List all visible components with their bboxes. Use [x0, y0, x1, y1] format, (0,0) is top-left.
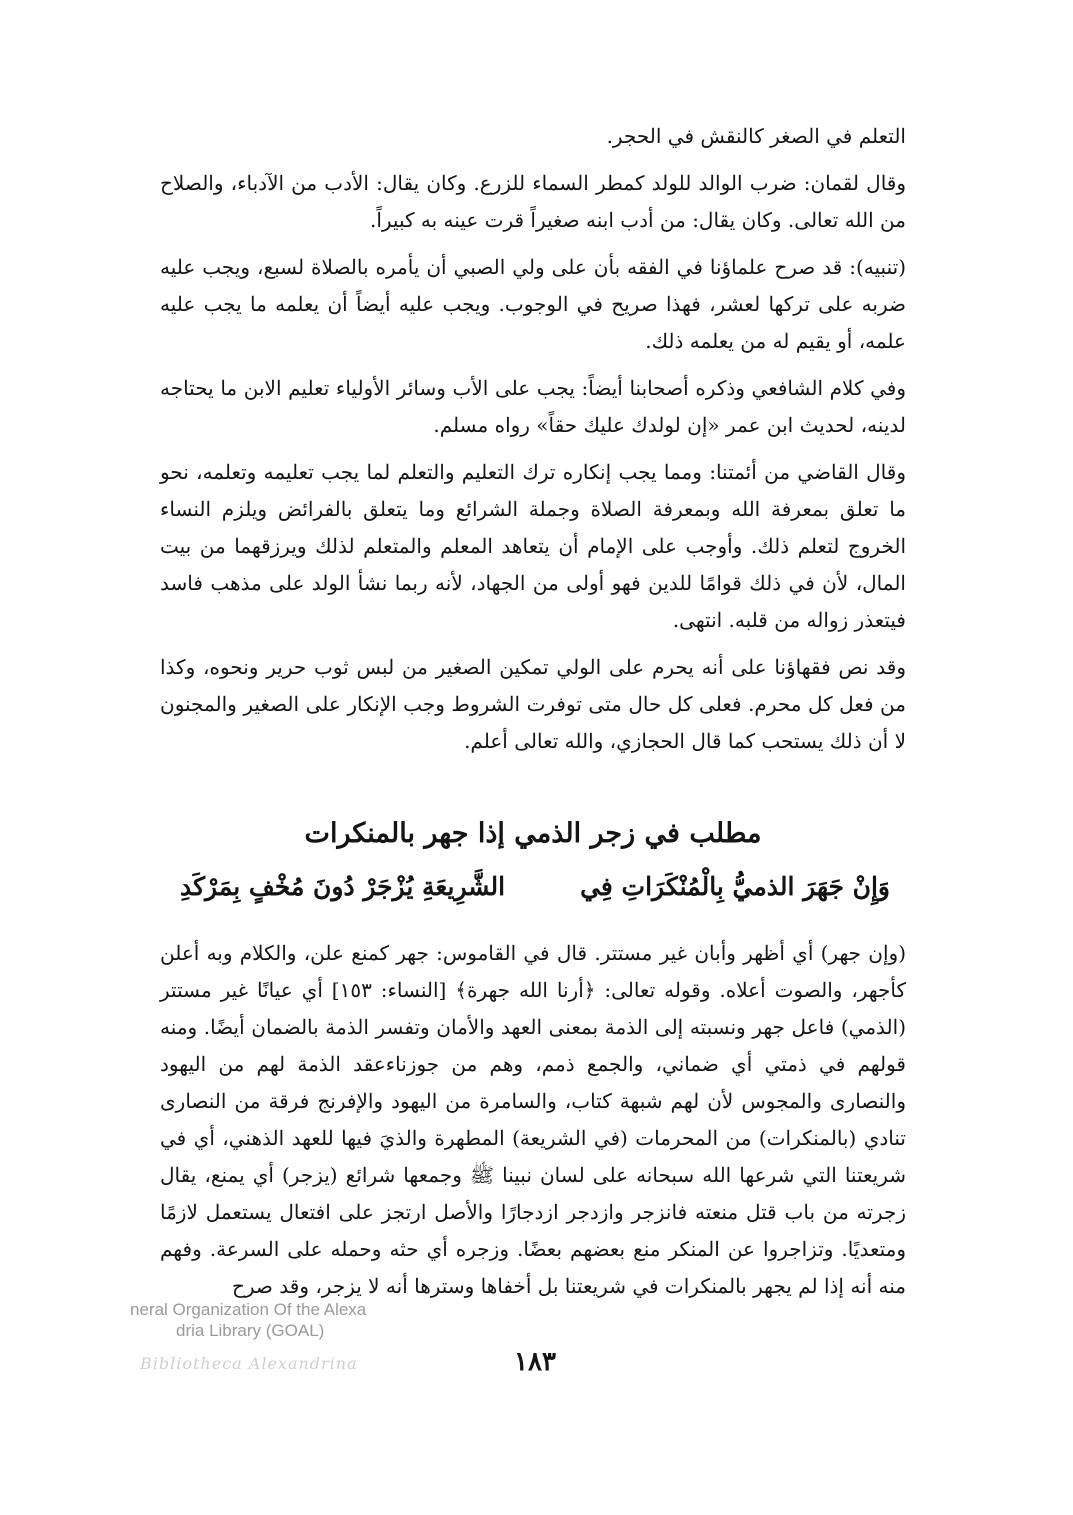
paragraph-2: وقال لقمان: ضرب الوالد للولد كمطر السماء للزرع. وكان يقال: الأدب من الآدباء، والصلاح من الله تعالى. وكان يقال: من أدب ابنه صغيراً قرت عينه به كبيراً.: [160, 171, 906, 232]
watermark-line-1: neral Organization Of the Alexa: [130, 1300, 367, 1319]
watermark-line-2: dria Library (GOAL): [176, 1321, 325, 1340]
verse-second-hemistich: الشَّرِيعَةِ يُزْجَرْ دُونَ مُخْفٍ بِمَرْكَدِ: [180, 872, 506, 901]
paragraph-3: (تنبيه): قد صرح علماؤنا في الفقه بأن على ولي الصبي أن يأمره بالصلاة لسبع، ويجب عليه ضربه على تركها لعشر، فهذا صريح في الوجوب. ويجب عليه أيضاً أن يعلمه ما يجب عليه علمه، أو يقيم له من يعلمه ذلك.: [160, 255, 906, 353]
verse-first-hemistich: وَإِنْ جَهَرَ الذميُّ بِالْمُنْكَرَاتِ فِي: [580, 872, 890, 901]
paragraph-5: وقال القاضي من أئمتنا: ومما يجب إنكاره ترك التعليم والتعلم لما يجب تعليمه وتعلمه، نحو ما تعلق بمعرفة الله وبمعرفة الصلاة وجملة الشرائع وما يتعلق بالفرائض ويلزم النساء الخروج لتعلم ذلك. وأوجب على الإمام أن يتعاهد المعلم والمتعلم لذلك ويرزقهما من بيت المال، لأن في ذلك قوامًا للدين فهو أولى من الجهاد، لأنه ربما نشأ الولد على مذهب فاسد فيتعذر زواله من قلبه. انتهى.: [160, 460, 906, 632]
commentary-block: [160, 935, 906, 1315]
page-number: ١٨٣: [514, 1347, 556, 1377]
commentary-paragraph: (وإن جهر) أي أظهر وأبان غير مستتر. قال في القاموس: جهر كمنع علن، والكلام وبه أعلن كأجهر، والصوت أعلاه. وقوله تعالى: ﴿أرنا الله جهرة﴾ [النساء: ١٥٣] أي عيانًا غير مستتر (الذمي) فاعل جهر ونسبته إلى الذمة بمعنى العهد والأمان وتفسر الذمة بالضمان أيضًا. ومنه قولهم في ذمتي أي ضماني، والجمع ذمم، وهم من جوزناءعقد الذمة لهم من اليهود والنصارى والمجوس لأن لهم شبهة كتاب، والسامرة من اليهود والإفرنج فرقة من النصارى تنادي (بالمنكرات) من المحرمات (في الشريعة) المطهرة والذيَ فيها للعهد الذهني، أي في شريعتنا التي شرعها الله سبحانه على لسان نبينا ﷺ وجمعها شرائع (يزجر) أي يمنع، يقال زجرته من باب قتل منعته فانزجر وازدجر ازدجارًا والأصل ارتجز على افتعال يستعمل لازمًا ومتعديًا. وتزاجروا عن المنكر منع بعضهم بعضًا. وزجره أي حثه وحمله على السرعة. وفهم منه أنه إذا لم يجهر بالمنكرات في شريعتنا بل أخفاها وسترها أنه لا يزجر، وقد صرح: [160, 941, 907, 1298]
top-text-block: [160, 118, 906, 770]
watermark-signature: Bibliotheca Alexandrina: [140, 1354, 358, 1373]
paragraph-6: وقد نص فقهاؤنا على أنه يحرم على الولي تمكين الصغير من لبس ثوب حرير ونحوه، وكذا من فعل كل محرم. فعلى كل حال متى توفرت الشروط وجب الإنكار على الصغير والمجنون لا أن ذلك يستحب كما قال الحجازي، والله تعالى أعلم.: [160, 655, 906, 753]
section-heading: مطلب في زجر الذمي إذا جهر بالمنكرات: [304, 818, 762, 849]
paragraph-1: التعلم في الصغر كالنقش في الحجر.: [606, 124, 906, 148]
paragraph-4: وفي كلام الشافعي وذكره أصحابنا أيضاً: يجب على الأب وسائر الأولياء تعليم الابن ما يحتاجه لدينه، لحديث ابن عمر «إن لولدك عليك حقاً» رواه مسلم.: [160, 376, 906, 437]
verse-line: [180, 872, 890, 901]
